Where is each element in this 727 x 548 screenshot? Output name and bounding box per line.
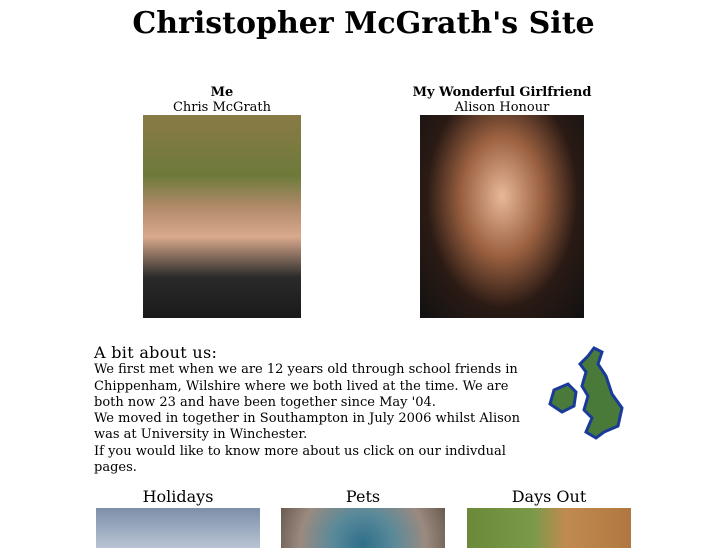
uk-map-image — [546, 346, 626, 444]
about-text-2: We moved in together in Southampton in July 2006 whilst Alison was at University in Winchester. — [94, 411, 520, 443]
profile-name: Alison Honour — [454, 100, 550, 115]
page-title: Christopher McGrath's Site — [132, 6, 595, 41]
section-holidays[interactable] — [96, 487, 260, 548]
section-pets[interactable] — [281, 487, 445, 548]
profile-name: Chris McGrath — [172, 100, 272, 115]
profile-heading: Me — [210, 85, 234, 100]
about-section — [94, 345, 534, 476]
about-text-3: If you would like to know more about us click on our indivdual pages. — [94, 443, 506, 476]
profile-alison[interactable] — [402, 85, 602, 318]
alison-photo[interactable] — [420, 115, 584, 318]
section-days-out[interactable] — [467, 487, 631, 548]
days-out-image[interactable] — [467, 508, 631, 548]
about-heading: A bit about us: — [94, 343, 218, 362]
section-label[interactable]: Pets — [345, 487, 381, 506]
pets-image[interactable] — [281, 508, 445, 548]
section-label[interactable]: Days Out — [511, 487, 587, 506]
profile-heading: My Wonderful Girlfriend — [412, 85, 592, 100]
profile-chris[interactable] — [142, 85, 302, 318]
section-label[interactable]: Holidays — [142, 487, 214, 506]
chris-photo[interactable] — [143, 115, 301, 318]
about-text-1: We first met when we are 12 years old through school friends in Chippenham, Wilshire where we both lived at the time. We are both now 23 and have been together since May '04. — [94, 362, 518, 410]
holidays-image[interactable] — [96, 508, 260, 548]
